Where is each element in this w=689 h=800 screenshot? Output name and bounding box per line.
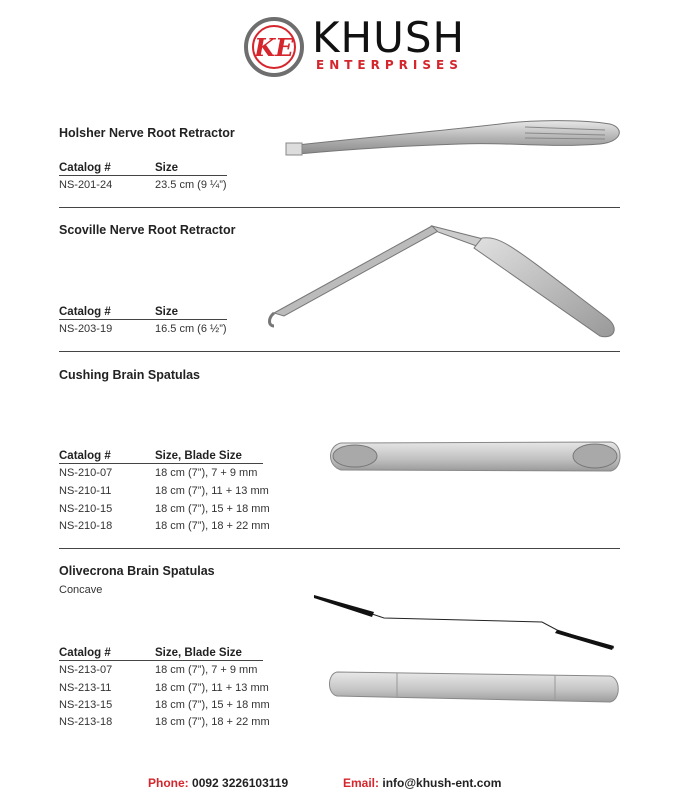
table-header-rule: [59, 175, 227, 176]
email-address[interactable]: info@khush-ent.com: [382, 776, 502, 790]
footer-phone: [148, 776, 288, 790]
table-cell-size: 18 cm (7”), 18 + 22 mm: [155, 520, 270, 532]
table-cell-catalog: NS-213-07: [59, 664, 113, 676]
catalog-header: Catalog #: [59, 162, 111, 174]
table-cell-catalog: NS-210-18: [59, 520, 113, 532]
table-header-rule: [59, 463, 263, 464]
table-cell-size: 18 cm (7”), 11 + 13 mm: [155, 682, 269, 694]
table-cell-catalog: NS-201-24: [59, 179, 113, 191]
size-header: Size, Blade Size: [155, 647, 242, 659]
size-header: Size: [155, 162, 179, 174]
table-header-rule: [59, 319, 227, 320]
olivecrona-profile-image: [312, 592, 617, 652]
brand-subtitle: ENTERPRISES: [316, 58, 463, 72]
product-title-scoville: Scoville Nerve Root Retractor: [59, 223, 236, 237]
table-cell-size: 23.5 cm (9 ¼”): [155, 179, 227, 191]
catalog-header: Catalog #: [59, 450, 111, 462]
table-cell-size: 18 cm (7”), 18 + 22 mm: [155, 716, 270, 728]
table-cell-size: 18 cm (7”), 15 + 18 mm: [155, 699, 270, 711]
table-cell-catalog: NS-213-11: [59, 682, 112, 694]
table-cell-catalog: NS-213-15: [59, 699, 113, 711]
table-cell-size: 18 cm (7”), 7 + 9 mm: [155, 664, 258, 676]
logo-mark: [244, 17, 304, 77]
scoville-retractor-image: [262, 218, 627, 343]
table-cell-catalog: NS-210-07: [59, 467, 113, 479]
brand-name: KHUSH: [312, 13, 466, 62]
table-cell-catalog: NS-210-15: [59, 503, 113, 515]
section-divider: [59, 351, 620, 352]
logo-monogram: KE: [252, 25, 296, 69]
product-note: Concave: [59, 584, 103, 596]
table-cell-size: 16.5 cm (6 ½”): [155, 323, 227, 335]
product-title-cushing: Cushing Brain Spatulas: [59, 368, 200, 382]
size-header: Size, Blade Size: [155, 450, 242, 462]
holsher-retractor-image: [280, 110, 625, 160]
email-label: Email:: [343, 776, 380, 790]
product-title-holsher: Holsher Nerve Root Retractor: [59, 126, 235, 140]
table-cell-size: 18 cm (7”), 7 + 9 mm: [155, 467, 258, 479]
table-cell-size: 18 cm (7”), 11 + 13 mm: [155, 485, 269, 497]
table-cell-size: 18 cm (7”), 15 + 18 mm: [155, 503, 270, 515]
table-header-rule: [59, 660, 263, 661]
catalog-header: Catalog #: [59, 306, 111, 318]
section-divider: [59, 548, 620, 549]
product-title-olivecrona: Olivecrona Brain Spatulas: [59, 564, 215, 578]
cushing-spatula-image: [327, 438, 625, 476]
table-cell-catalog: NS-203-19: [59, 323, 113, 335]
section-divider: [59, 207, 620, 208]
footer-email: [343, 776, 501, 790]
phone-label: Phone:: [148, 776, 189, 790]
table-cell-catalog: NS-210-11: [59, 485, 112, 497]
size-header: Size: [155, 306, 179, 318]
table-cell-catalog: NS-213-18: [59, 716, 113, 728]
olivecrona-spatula-image: [327, 668, 622, 708]
phone-number[interactable]: 0092 3226103119: [192, 776, 289, 790]
catalog-header: Catalog #: [59, 647, 111, 659]
